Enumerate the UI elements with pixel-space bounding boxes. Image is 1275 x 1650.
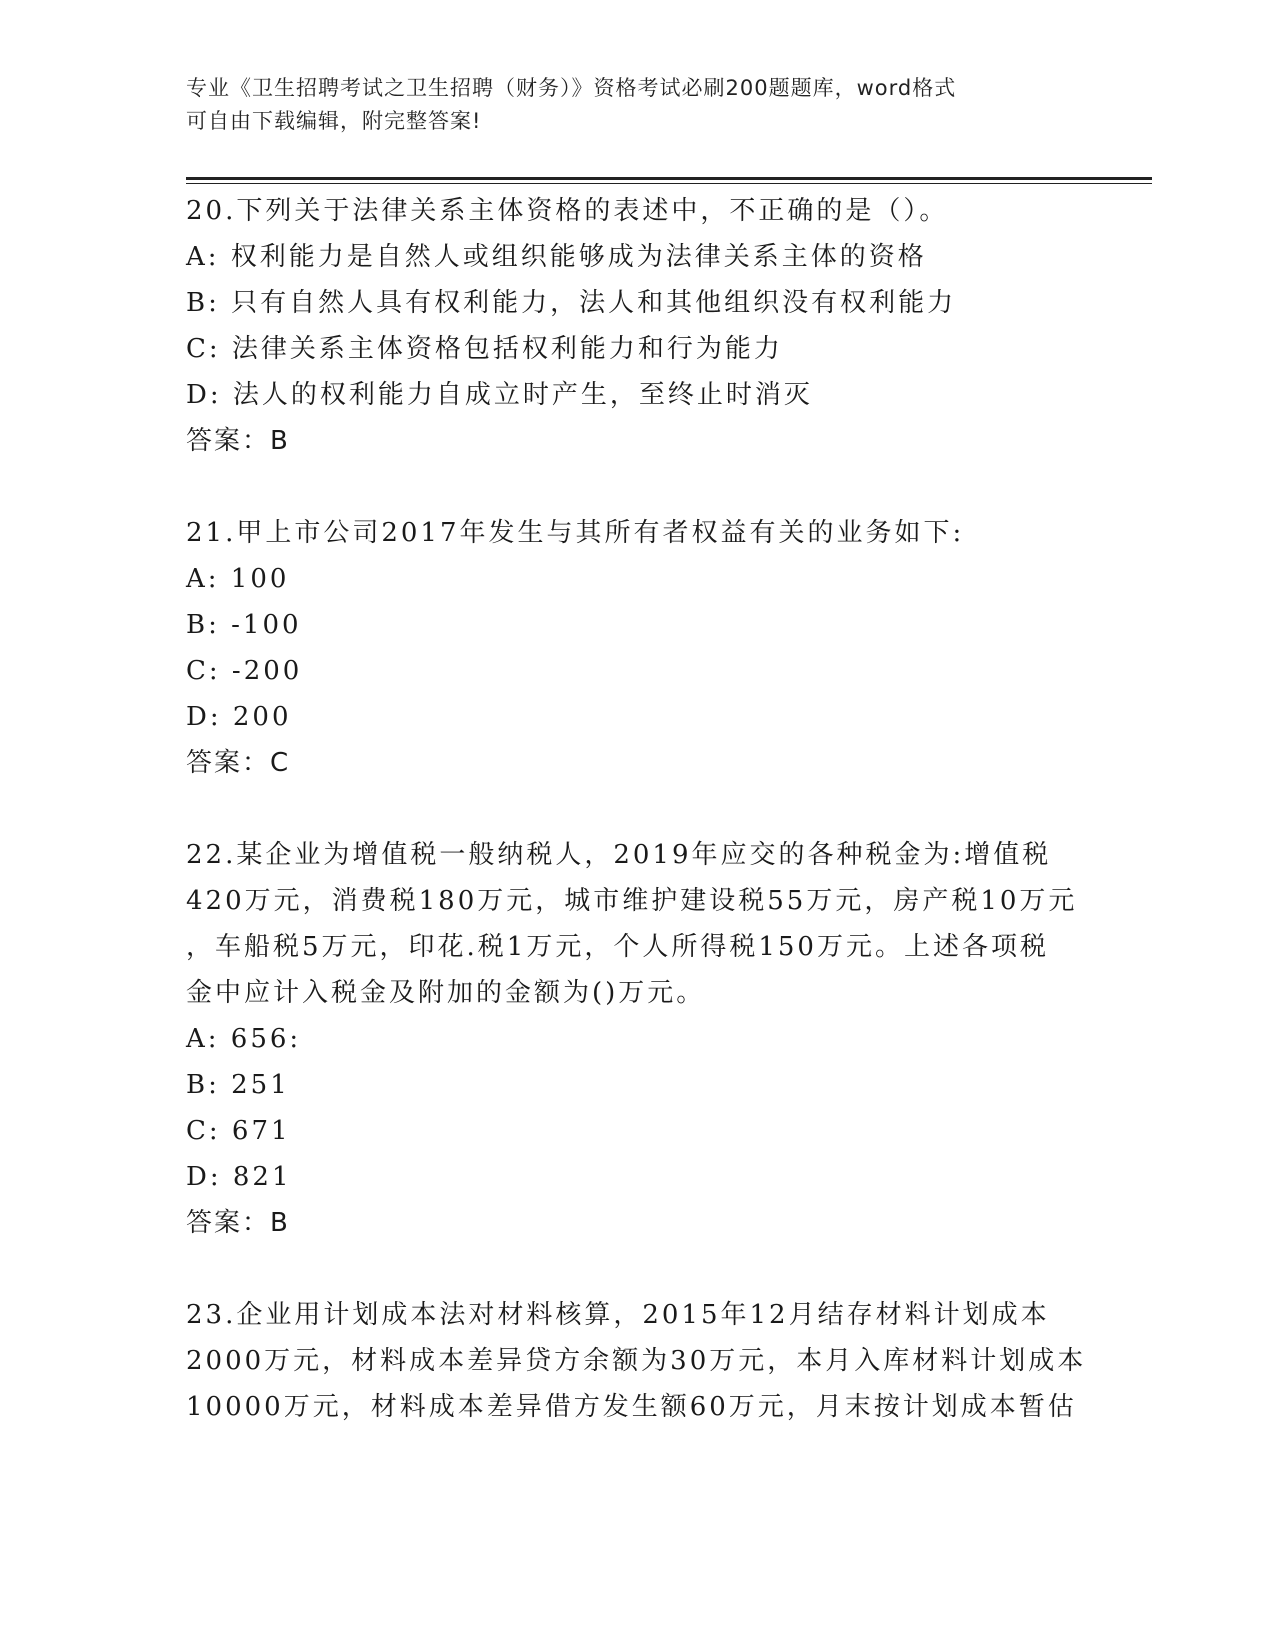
- option-b: B: 只有自然人具有权利能力，法人和其他组织没有权利能力: [186, 288, 957, 318]
- header-rule-thin: [186, 183, 1152, 184]
- question-20: [186, 188, 1086, 464]
- question-21: [186, 510, 1086, 786]
- question-text-line-1: 22.某企业为增值税一般纳税人，2019年应交的各种税金为:增值税: [186, 840, 1052, 870]
- option-a: A: 权利能力是自然人或组织能够成为法律关系主体的资格: [186, 242, 927, 272]
- question-text-line-1: 23.企业用计划成本法对材料核算，2015年12月结存材料计划成本: [186, 1300, 1050, 1330]
- question-22: [186, 832, 1086, 1246]
- question-text-line-4: 金中应计入税金及附加的金额为()万元。: [186, 978, 706, 1008]
- question-23: [186, 1292, 1086, 1430]
- answer: 答案：B: [186, 426, 290, 456]
- question-text-line-3: ，车船税5万元，印花.税1万元，个人所得税150万元。上述各项税: [186, 932, 1049, 962]
- question-text-line-2: 2000万元，材料成本差异贷方余额为30万元，本月入库材料计划成本: [186, 1346, 1087, 1376]
- option-b: B: -100: [186, 610, 302, 640]
- header-line-1: 专业《卫生招聘考试之卫生招聘（财务）》资格考试必刷200题题库，word格式: [186, 76, 957, 100]
- question-text: 21.甲上市公司2017年发生与其所有者权益有关的业务如下:: [186, 518, 965, 548]
- header-rule-thick: [186, 177, 1152, 180]
- option-a: A: 100: [186, 564, 290, 594]
- option-b: B: 251: [186, 1070, 290, 1100]
- option-c: C: 671: [186, 1116, 291, 1146]
- question-text-line-2: 420万元，消费税180万元，城市维护建设税55万元，房产税10万元: [186, 886, 1078, 916]
- answer: 答案：B: [186, 1208, 290, 1238]
- question-text-line-3: 10000万元，材料成本差异借方发生额60万元，月末按计划成本暂估: [186, 1392, 1077, 1422]
- option-d: D: 200: [186, 702, 292, 732]
- option-d: D: 821: [186, 1162, 292, 1192]
- question-list: [186, 188, 1086, 1430]
- question-text: 20.下列关于法律关系主体资格的表述中，不正确的是（）。: [186, 196, 949, 226]
- answer: 答案：C: [186, 748, 291, 778]
- option-a: A: 656:: [186, 1024, 302, 1054]
- option-c: C: -200: [186, 656, 303, 686]
- document-header: [186, 72, 1086, 138]
- header-line-2: 可自由下载编辑，附完整答案!: [186, 109, 482, 133]
- option-c: C: 法律关系主体资格包括权利能力和行为能力: [186, 334, 783, 364]
- option-d: D: 法人的权利能力自成立时产生，至终止时消灭: [186, 380, 813, 410]
